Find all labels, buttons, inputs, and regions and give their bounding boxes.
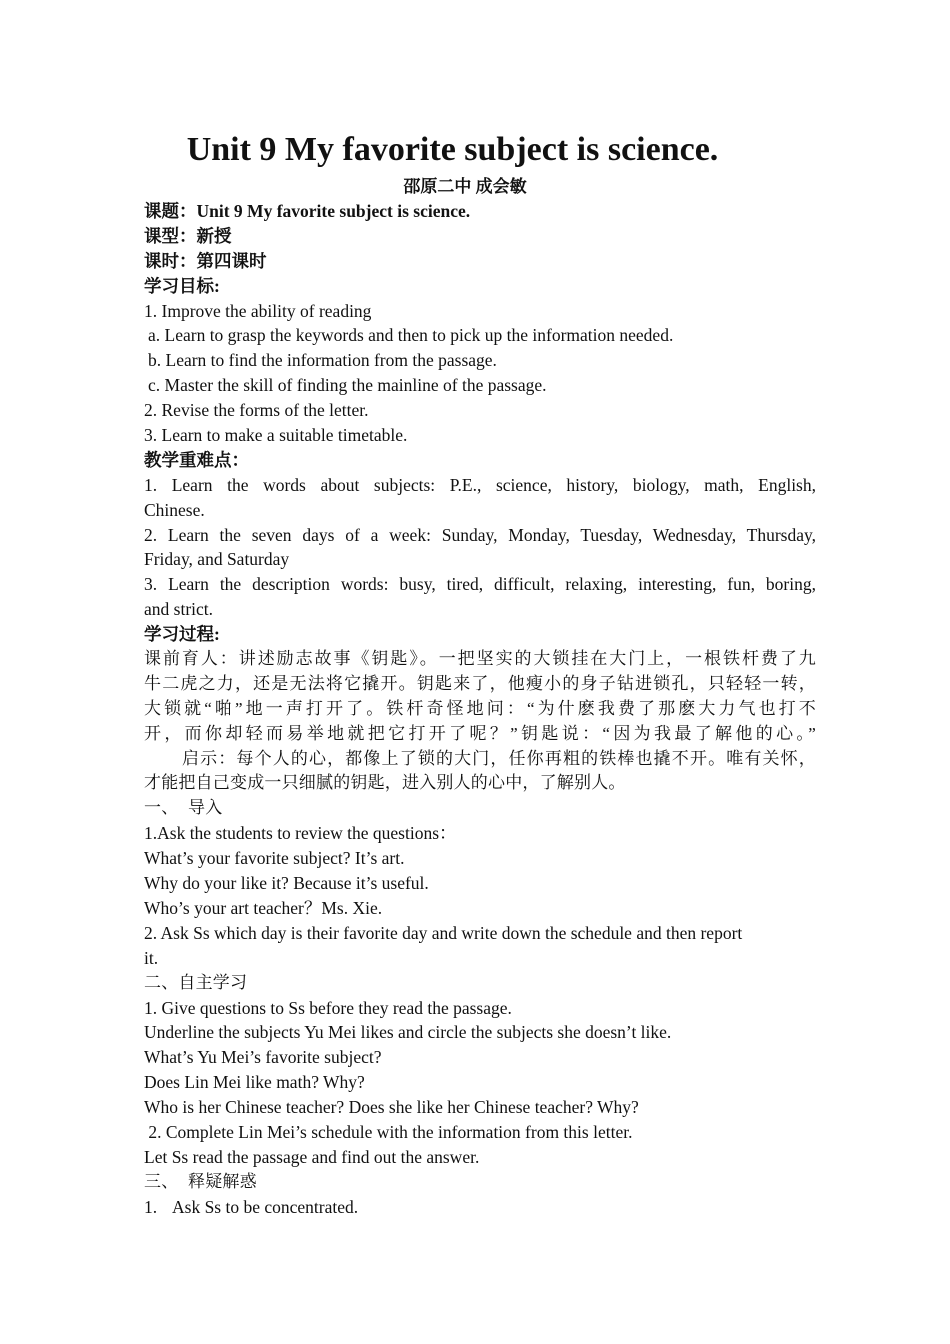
key-point-line: 3. Learn the description words: busy, tired, difficult, relaxing, interesting, fun, boring, xyxy=(144,574,816,595)
section-heading-self-study: 二、自主学习 xyxy=(144,972,248,992)
meta-period: 课时：第四课时 xyxy=(144,250,267,271)
key-point-line: Chinese. xyxy=(144,499,205,520)
section-number: 三、 xyxy=(144,1171,179,1191)
document-title: Unit 9 My favorite subject is science. xyxy=(186,131,719,168)
goals-heading: 学习目标: xyxy=(144,275,220,296)
key-point-line: 2. Learn the seven days of a week: Sunday, Monday, Tuesday, Wednesday, Thursday, xyxy=(144,524,816,545)
section-line: 1.Ask the students to review the questions： xyxy=(144,823,457,844)
meta-topic: 课题：Unit 9 My favorite subject is science. xyxy=(144,201,471,221)
story-line: 开，而你却轻而易举地就把它打开了呢？”钥匙说：“因为我最了解他的心。” xyxy=(144,723,816,743)
key-point-line: and strict. xyxy=(144,599,214,620)
goal-item: 2. Revise the forms of the letter. xyxy=(144,400,369,421)
item-number: 1. xyxy=(144,1196,158,1217)
section-line: Who’s your art teacher？Ms. Xie. xyxy=(144,897,383,918)
goal-item: 1. Improve the ability of reading xyxy=(144,300,372,321)
section-label: 导入 xyxy=(188,798,223,818)
goal-item: c. Master the skill of finding the mainline of the passage. xyxy=(148,375,547,396)
section-line: Who is her Chinese teacher? Does she like her Chinese teacher? Why? xyxy=(144,1097,639,1118)
section-line: it. xyxy=(144,947,159,968)
goal-item: 3. Learn to make a suitable timetable. xyxy=(144,425,408,446)
story-line: 牛二虎之力，还是无法将它撬开。钥匙来了，他瘦小的身子钻进锁孔，只轻轻一转， xyxy=(144,673,816,693)
story-line: 大锁就“啪”地一声打开了。铁杆奇怪地问：“为什麽我费了那麽大力气也打不 xyxy=(144,698,816,718)
section-heading-intro xyxy=(144,796,816,821)
section-line: Does Lin Mei like math? Why? xyxy=(144,1072,365,1093)
section-line: 2. Ask Ss which day is their favorite day and write down the schedule and then report xyxy=(144,922,743,943)
section-line: What’s Yu Mei’s favorite subject? xyxy=(144,1047,382,1068)
story-line: 启示：每个人的心，都像上了锁的大门，任你再粗的铁棒也撬不开。唯有关怀， xyxy=(182,748,816,768)
section-number: 一、 xyxy=(144,798,179,818)
section-heading-clarify xyxy=(144,1170,816,1195)
section-line: Why do your like it? Because it’s useful. xyxy=(144,873,429,894)
section-line: Let Ss read the passage and find out the answer. xyxy=(144,1146,480,1167)
section-line: What’s your favorite subject? It’s art. xyxy=(144,848,405,869)
key-points-heading: 教学重难点： xyxy=(144,449,249,470)
section-line: 2. Complete Lin Mei’s schedule with the information from this letter. xyxy=(144,1121,633,1142)
process-heading: 学习过程: xyxy=(144,624,220,645)
key-point-line: Friday, and Saturday xyxy=(144,549,290,570)
meta-type: 课型：新授 xyxy=(144,225,232,246)
section-line: 1. Give questions to Ss before they read the passage. xyxy=(144,997,512,1018)
goal-item: a. Learn to grasp the keywords and then to pick up the information needed. xyxy=(148,325,674,346)
section-line: Underline the subjects Yu Mei likes and circle the subjects she doesn’t like. xyxy=(144,1022,672,1043)
document-body xyxy=(144,199,816,1220)
story-line: 课前育人：讲述励志故事《钥匙》。一把坚实的大锁挂在大门上，一根铁杆费了九 xyxy=(144,649,816,669)
key-point-line: 1. Learn the words about subjects: P.E., science, history, biology, math, English, xyxy=(144,474,816,495)
item-text: Ask Ss to be concentrated. xyxy=(172,1196,359,1217)
section-label: 释疑解惑 xyxy=(188,1171,257,1191)
section-line xyxy=(144,1195,816,1220)
author-line: 邵原二中 成会敏 xyxy=(403,177,527,196)
story-line: 才能把自己变成一只细腻的钥匙，进入别人的心中，了解别人。 xyxy=(144,773,626,793)
goal-item: b. Learn to find the information from the passage. xyxy=(148,350,497,371)
